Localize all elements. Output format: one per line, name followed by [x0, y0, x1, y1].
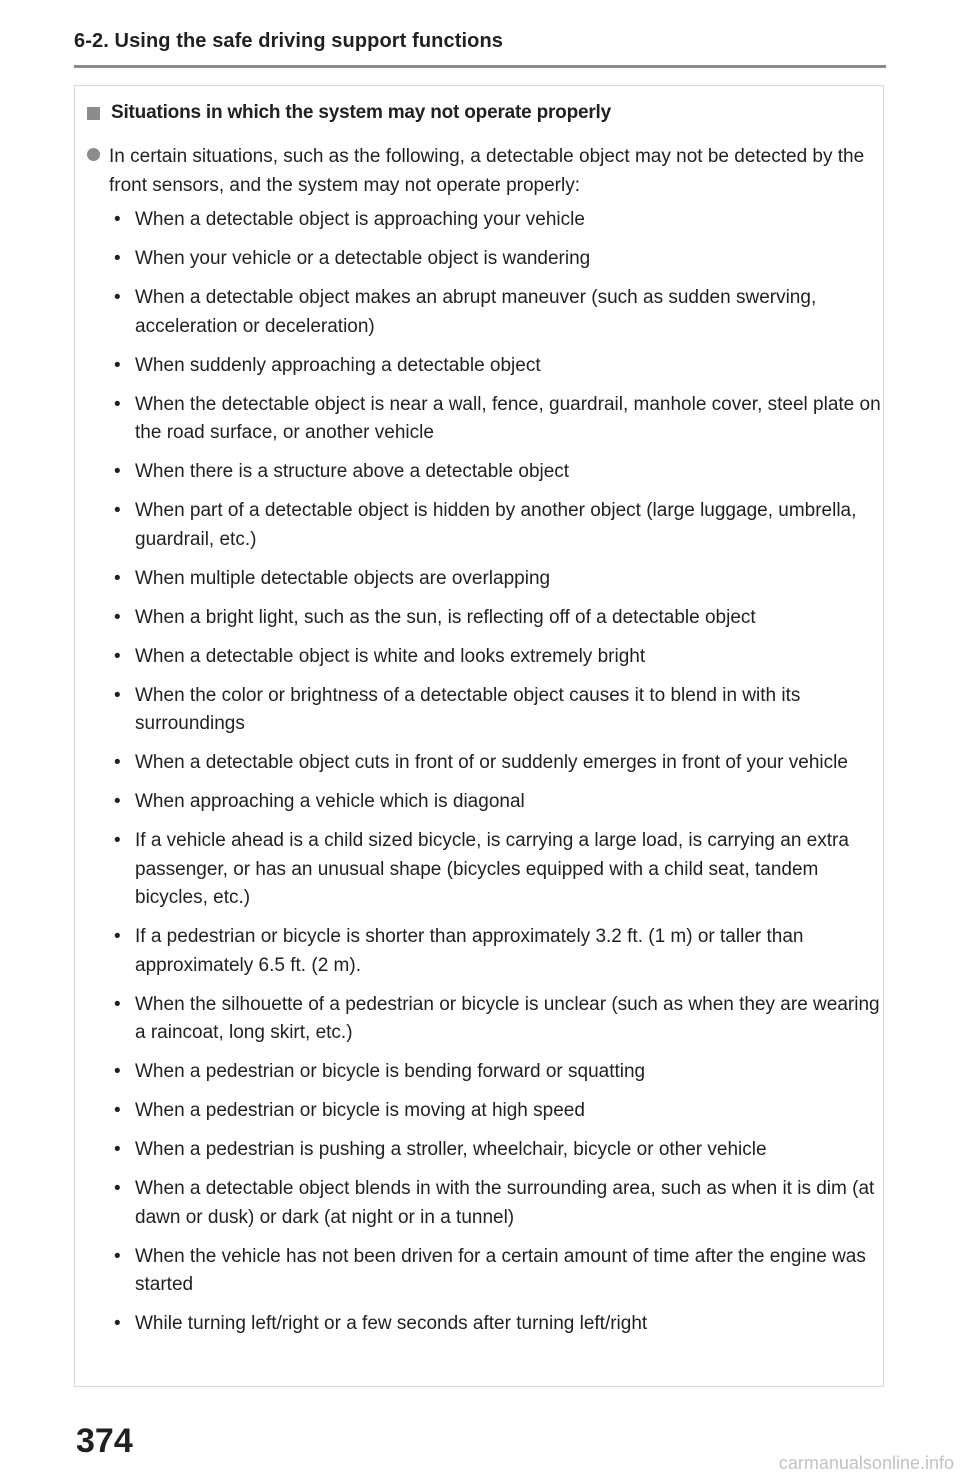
bullet-dot-icon: •	[114, 500, 121, 521]
section-heading-text: Situations in which the system may not operate properly	[111, 102, 611, 123]
bullet-dot-icon: •	[114, 567, 121, 589]
list-item-text: If a pedestrian or bicycle is shorter than approximately 3.2 ft. (1 m) or taller than approximately 6.5 ft. (2 m).	[135, 926, 804, 976]
bullet-dot-icon: •	[114, 684, 121, 706]
bullet-dot-icon: •	[114, 993, 121, 1015]
list-item-text: When multiple detectable objects are overlapping	[135, 567, 551, 589]
list-item	[111, 682, 881, 739]
list-item-text: When there is a structure above a detectable object	[135, 461, 570, 482]
list-item-text: When a detectable object blends in with the surrounding area, such as when it is dim (at dawn or dusk) or dark (at night or in a tunnel)	[135, 1178, 875, 1228]
page-number: 374	[76, 1422, 133, 1460]
list-item	[111, 245, 881, 274]
list-item-text: When a pedestrian or bicycle is moving at high speed	[135, 1100, 585, 1121]
bullet-dot-icon: •	[114, 926, 121, 947]
bullet-dot-icon: •	[114, 354, 121, 376]
list-item-text: When a detectable object is approaching your vehicle	[135, 209, 585, 230]
list-item	[111, 1097, 881, 1126]
circle-bullet-icon	[87, 148, 100, 161]
list-item	[111, 1136, 881, 1165]
list-item-text: When the detectable object is near a wall, fence, guardrail, manhole cover, steel plate on the road surface, or another vehicle	[135, 393, 881, 443]
list-item-text: When the color or brightness of a detectable object causes it to blend in with its surroundings	[135, 684, 801, 734]
list-item	[111, 1243, 881, 1300]
bullet-dot-icon: •	[114, 830, 121, 851]
page-header	[74, 30, 886, 68]
square-bullet-icon	[87, 107, 100, 120]
list-item-text: When a bright light, such as the sun, is reflecting off of a detectable object	[135, 606, 756, 628]
header-rule	[74, 65, 886, 68]
list-item	[111, 827, 881, 913]
bullet-dot-icon: •	[114, 1061, 121, 1082]
bullet-dot-icon: •	[114, 645, 121, 667]
list-item	[111, 391, 881, 448]
bullet-dot-icon: •	[114, 1139, 121, 1160]
list-item-text: When a detectable object is white and looks extremely bright	[135, 645, 646, 667]
list-item-text: When the silhouette of a pedestrian or bicycle is unclear (such as when they are wearing a raincoat, long skirt, etc.)	[135, 993, 880, 1043]
bullet-dot-icon: •	[114, 1178, 121, 1199]
list-item	[111, 1310, 881, 1339]
list-item-text: If a vehicle ahead is a child sized bicycle, is carrying a large load, is carrying an extra passenger, or has an unusual shape (bicycles equipped with a child seat, tandem bicycles, etc.)	[135, 830, 849, 908]
bullet-dot-icon: •	[114, 209, 121, 230]
list-item-text: When a pedestrian or bicycle is bending forward or squatting	[135, 1061, 646, 1082]
watermark: carmanualsonline.info	[778, 1453, 954, 1473]
list-item-text: When part of a detectable object is hidden by another object (large luggage, umbrella, guardrail, etc.)	[135, 500, 857, 550]
list-item	[111, 458, 881, 487]
bullet-dot-icon: •	[114, 287, 121, 308]
list-item-text: When your vehicle or a detectable object is wandering	[135, 248, 591, 269]
bullet-dot-icon: •	[114, 791, 121, 812]
bullet-dot-icon: •	[114, 248, 121, 269]
list-item	[111, 206, 881, 235]
list-item	[111, 1058, 881, 1087]
list-item-text: When a detectable object cuts in front of or suddenly emerges in front of your vehicle	[135, 752, 848, 773]
list-item	[111, 604, 881, 633]
situations-list	[111, 206, 881, 1339]
list-item	[111, 788, 881, 817]
list-item	[111, 749, 881, 778]
list-item	[111, 991, 881, 1048]
list-item	[111, 497, 881, 554]
list-item-text: When approaching a vehicle which is diagonal	[135, 791, 525, 812]
list-item	[111, 643, 881, 672]
list-item-text: When suddenly approaching a detectable object	[135, 354, 541, 376]
list-item-text: When a detectable object makes an abrupt maneuver (such as sudden swerving, acceleration or deceleration)	[135, 287, 817, 337]
list-item-text: When a pedestrian is pushing a stroller, wheelchair, bicycle or other vehicle	[135, 1139, 767, 1160]
list-item	[111, 352, 881, 381]
list-item-text: When the vehicle has not been driven for a certain amount of time after the engine was started	[135, 1245, 866, 1295]
content-box	[74, 85, 884, 1387]
list-item	[111, 923, 881, 980]
list-item	[111, 565, 881, 594]
bullet-dot-icon: •	[114, 606, 121, 628]
bullet-dot-icon: •	[114, 461, 121, 482]
header-title: 6-2. Using the safe driving support functions	[74, 30, 503, 52]
bullet-dot-icon: •	[114, 1100, 121, 1121]
bullet-dot-icon: •	[114, 1245, 121, 1267]
bullet-dot-icon: •	[114, 752, 121, 773]
list-item	[111, 1175, 881, 1232]
list-item-text: While turning left/right or a few seconds after turning left/right	[135, 1313, 648, 1334]
intro-text: In certain situations, such as the following, a detectable object may not be detected by the front sensors, and the system may not operate properly:	[109, 146, 865, 196]
bullet-dot-icon: •	[114, 393, 121, 415]
bullet-dot-icon: •	[114, 1313, 121, 1334]
list-item	[111, 284, 881, 341]
